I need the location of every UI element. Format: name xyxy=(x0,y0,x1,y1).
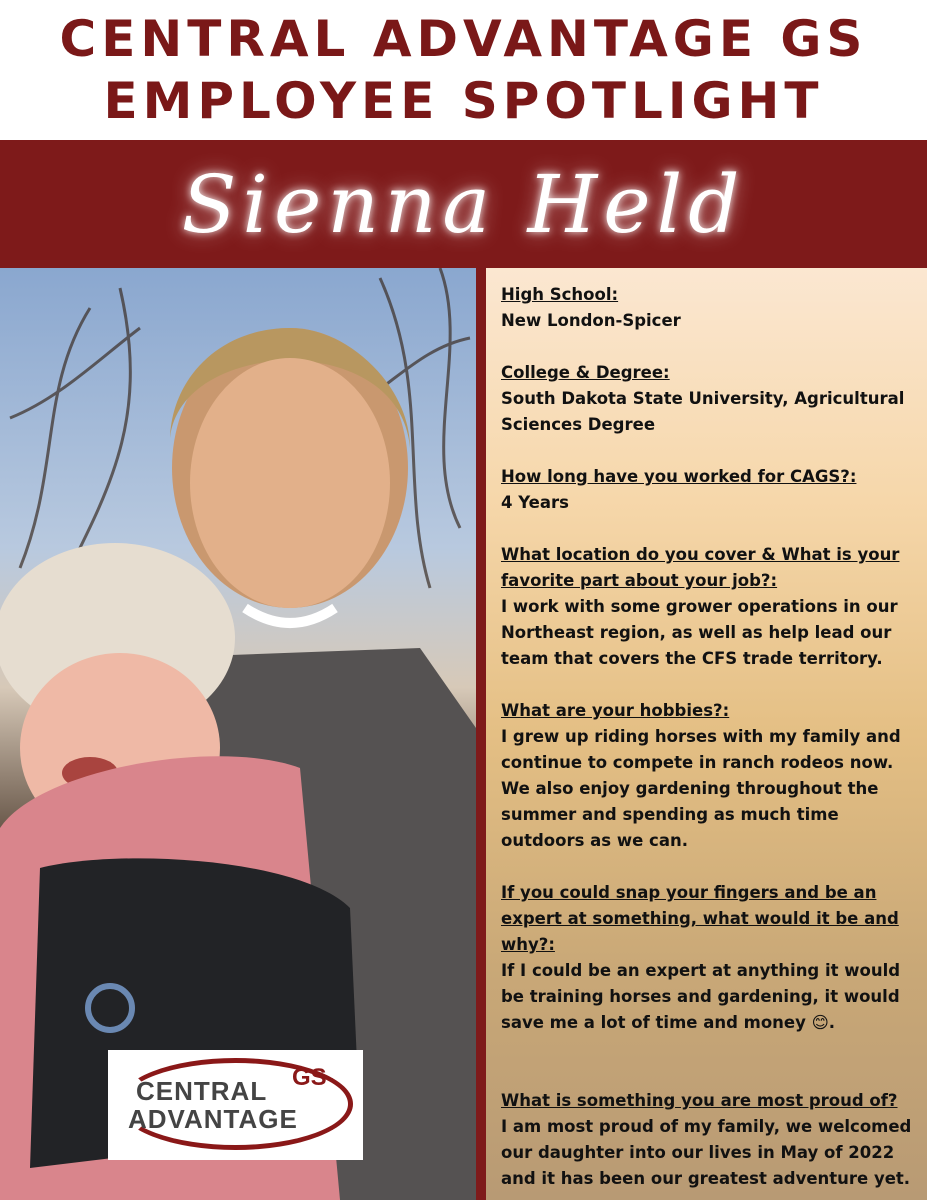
column-divider xyxy=(476,268,486,1200)
employee-name: Sienna Held xyxy=(181,157,746,251)
qa-panel xyxy=(486,268,927,1200)
company-logo xyxy=(108,1050,363,1160)
logo-text-central: CENTRAL xyxy=(136,1076,268,1106)
question-college: College & Degree: xyxy=(501,363,670,382)
answer-location: I work with some grower operations in our Northeast region, as well as help lead our team that covers the CFS trade territory. xyxy=(501,597,898,668)
answer-proud: I am most proud of my family, we welcomed our daughter into our lives in May of 2022 and it has been our greatest adventure yet. xyxy=(501,1117,912,1188)
question-hobbies: What are your hobbies?: xyxy=(501,701,730,720)
qa-content xyxy=(501,282,921,1192)
header xyxy=(0,0,927,140)
logo-text-gs: GS xyxy=(292,1064,327,1091)
question-tenure: How long have you worked for CAGS?: xyxy=(501,467,857,486)
logo-text-advantage: ADVANTAGE xyxy=(128,1104,298,1134)
question-high-school: High School: xyxy=(501,285,619,304)
question-expert: If you could snap your fingers and be an expert at something, what would it be and why?: xyxy=(501,883,899,954)
page-title-line-1: CENTRAL ADVANTAGE GS xyxy=(59,10,868,68)
question-location: What location do you cover & What is your favorite part about your job?: xyxy=(501,545,900,590)
answer-hobbies: I grew up riding horses with my family and continue to compete in ranch rodeos now. We also enjoy gardening throughout the summer and spending as much time outdoors as we can. xyxy=(501,727,901,850)
question-proud: What is something you are most proud of? xyxy=(501,1091,898,1110)
answer-expert: If I could be an expert at anything it would be training horses and gardening, it would save me a lot of time and money 😊. xyxy=(501,961,901,1032)
page-title-line-2: EMPLOYEE SPOTLIGHT xyxy=(103,72,824,130)
name-banner xyxy=(0,140,927,268)
answer-tenure: 4 Years xyxy=(501,493,569,512)
answer-high-school: New London-Spicer xyxy=(501,311,681,330)
answer-college: South Dakota State University, Agricultural Sciences Degree xyxy=(501,389,905,434)
